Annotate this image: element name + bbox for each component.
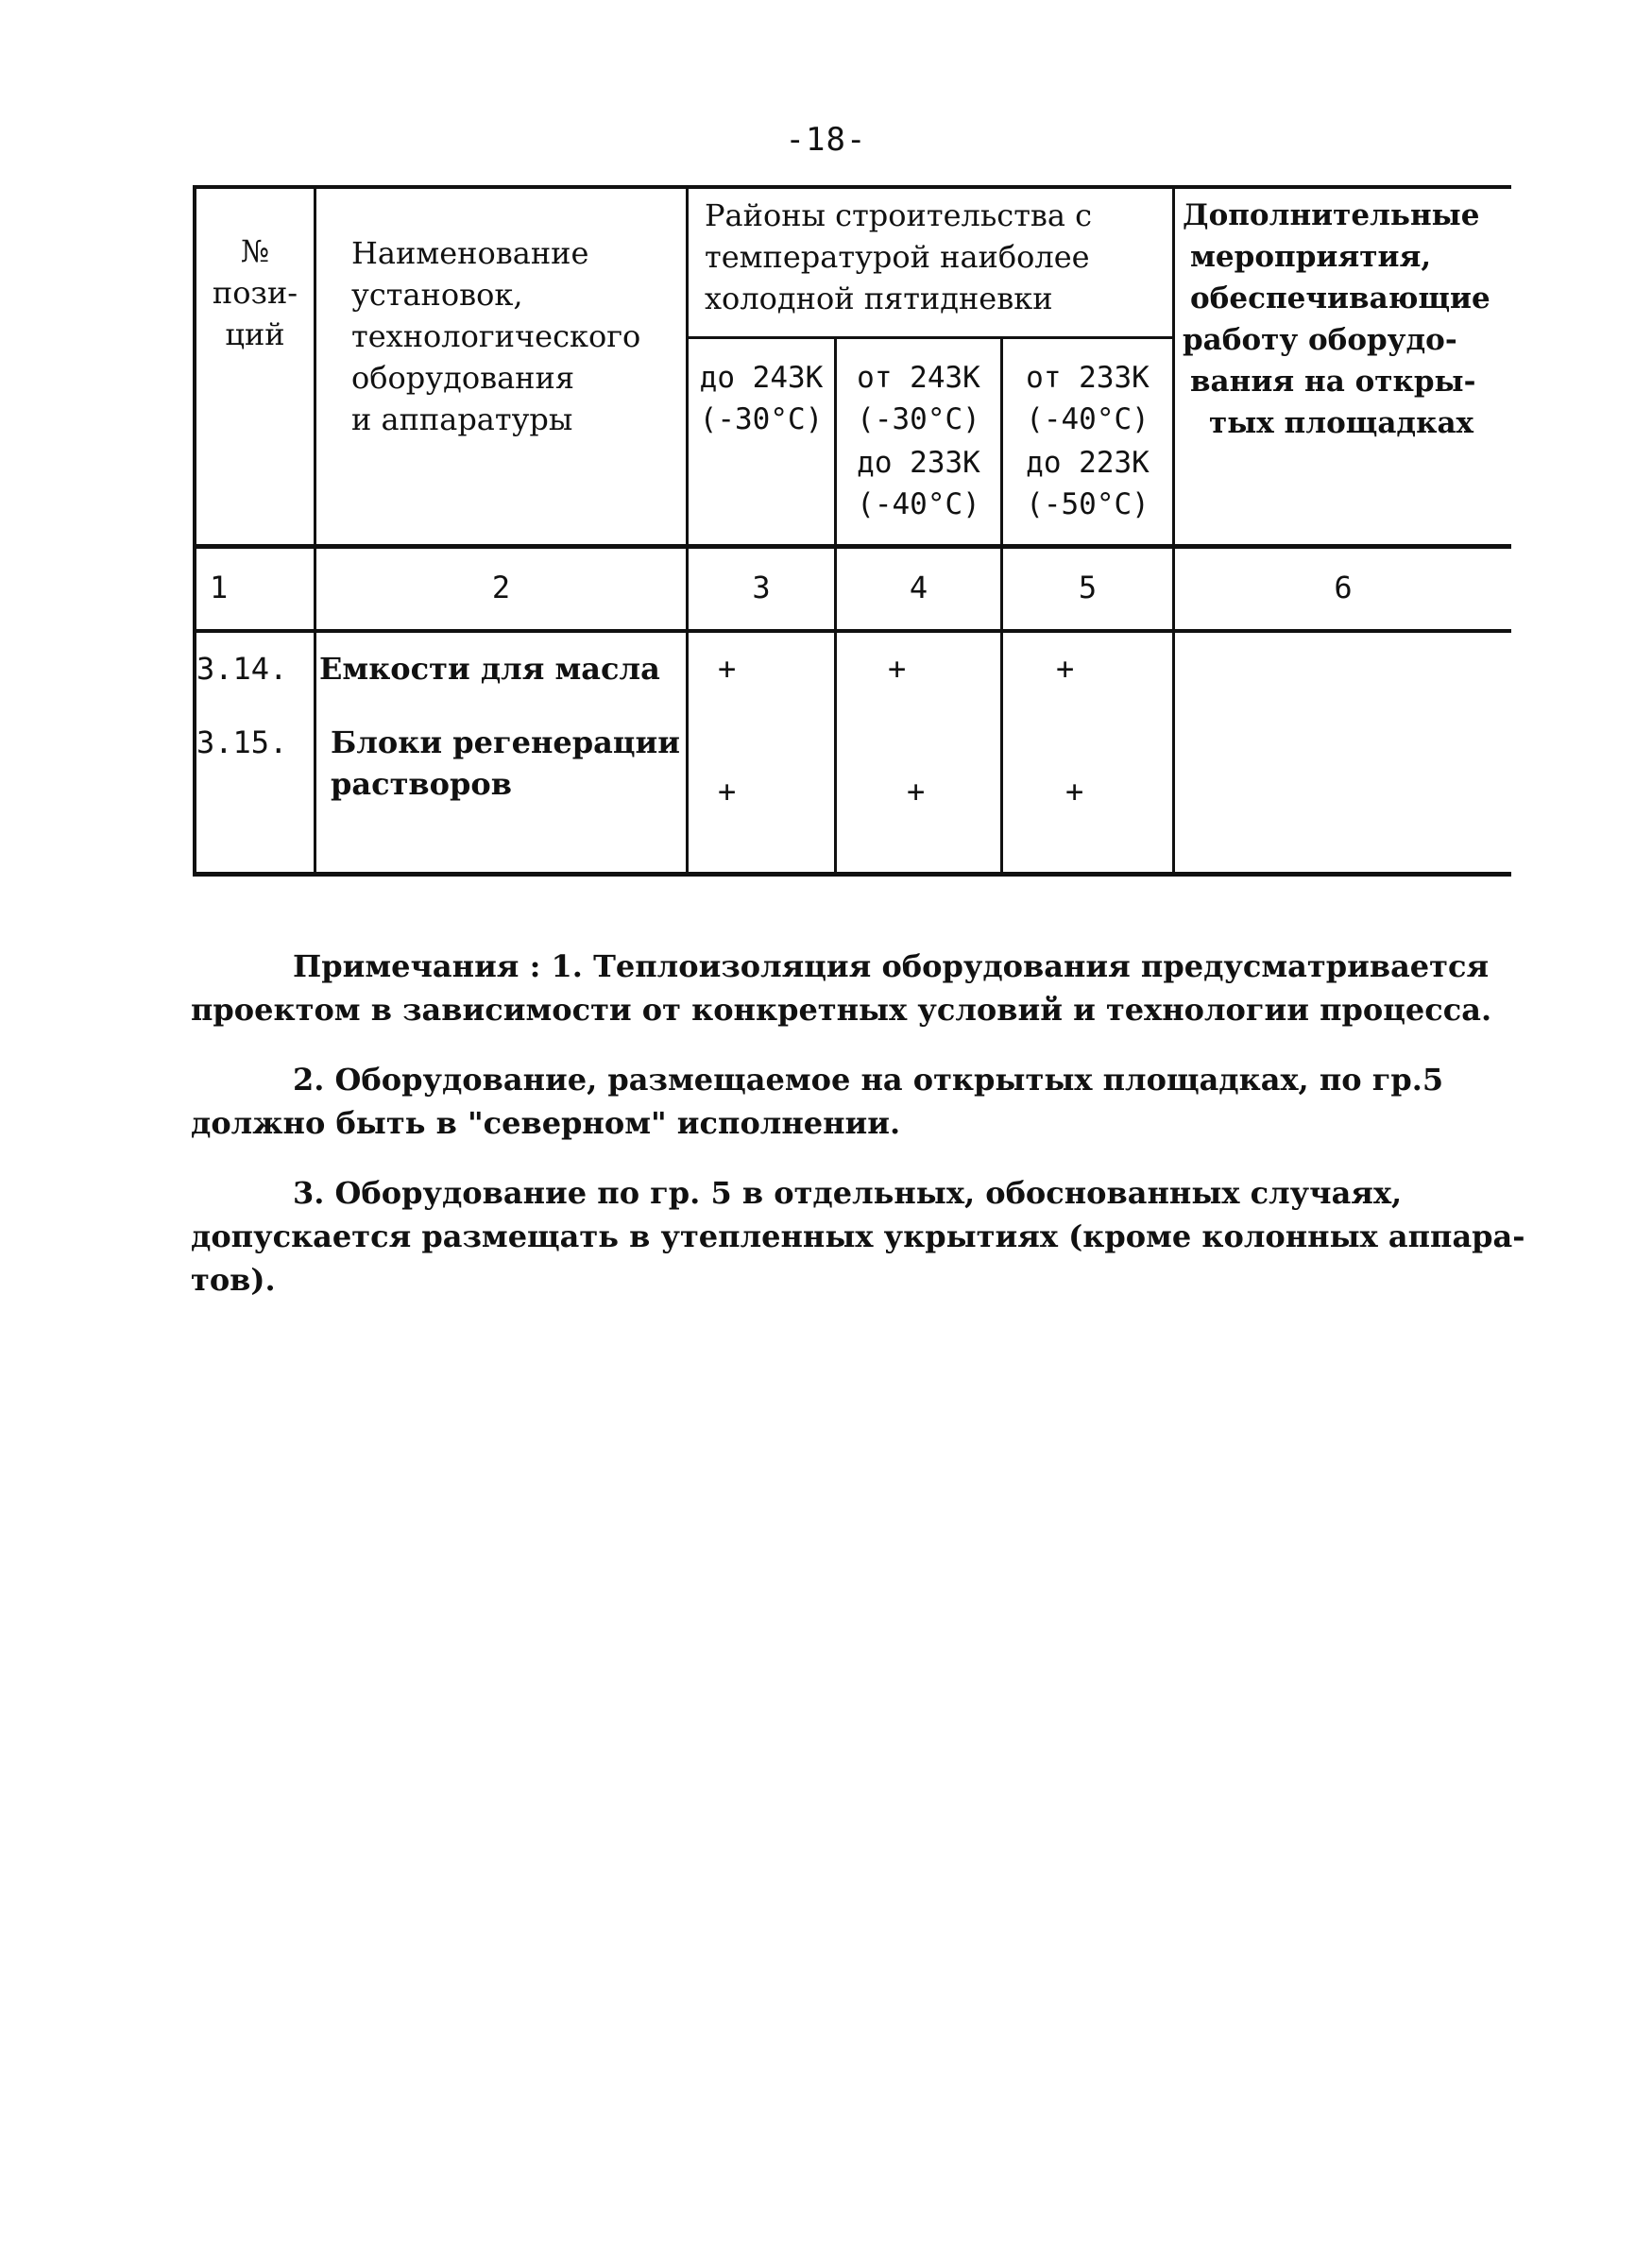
header-col3-line-2: (-30°С) — [699, 402, 824, 436]
header-col3-line-1: до 243К — [699, 361, 824, 395]
col-number-2: 2 — [491, 570, 511, 605]
note-2 — [191, 1058, 1513, 1145]
header-col4-line-3: до 233К — [857, 446, 980, 480]
col-number-1: 1 — [210, 570, 229, 605]
header-col2-line-4: оборудования — [351, 360, 575, 396]
note-3-line-3: тов). — [191, 1262, 276, 1298]
header-col5-line-4: (-50°С) — [1026, 487, 1150, 521]
row-3-14-col3: + — [718, 651, 737, 687]
header-col1-line-3: ций — [225, 316, 285, 352]
col1-right-rule — [314, 185, 316, 877]
row-3-15-name-line-2: растворов — [331, 766, 512, 802]
header-col6-line-5: вания на откры- — [1190, 365, 1476, 399]
header-bottom-rule — [193, 544, 1511, 549]
table-bottom-rule — [193, 872, 1511, 877]
page-number: -18- — [785, 121, 867, 159]
header-col4-line-2: (-30°С) — [857, 402, 980, 436]
header-col5-line-1: от 233К — [1026, 361, 1150, 395]
row-3-15-position: 3.15. — [196, 724, 288, 760]
note-1-line-2: проектом в зависимости от конкретных условий и технологии процесса. — [191, 992, 1492, 1028]
header-col4-line-4: (-40°С) — [857, 487, 980, 521]
row-3-15-name-line-1: Блоки регенерации — [331, 724, 680, 760]
note-3-line-2: допускается размещать в утепленных укрытиях (кроме колонных аппара- — [191, 1218, 1525, 1254]
note-1-line-1: Примечания : 1. Теплоизоляция оборудования предусматривается — [293, 948, 1490, 984]
header-group-line-2: температурой наиболее — [705, 239, 1090, 275]
note-2-line-2: должно быть в "северном" исполнении. — [191, 1105, 901, 1141]
numbers-bottom-rule — [193, 629, 1511, 633]
row-3-14-position: 3.14. — [196, 651, 288, 687]
header-col4-line-1: от 243К — [857, 361, 980, 395]
note-3 — [191, 1171, 1525, 1302]
col-number-5: 5 — [1078, 570, 1098, 605]
row-3-15-col4: + — [907, 774, 926, 809]
row-3-14-col4: + — [888, 651, 907, 687]
header-col2-line-3: технологического — [351, 318, 641, 354]
table-top-rule — [193, 185, 1511, 189]
col-number-3: 3 — [752, 570, 771, 605]
header-col2-line-1: Наименование — [351, 235, 589, 271]
header-col5-line-2: (-40°С) — [1026, 402, 1150, 436]
notes-section — [191, 945, 1525, 1328]
header-col6-line-4: работу оборудо- — [1183, 323, 1457, 357]
header-col1-line-1: № — [240, 233, 270, 269]
row-3-14-col5: + — [1056, 651, 1075, 687]
group-header-rule — [688, 336, 1174, 339]
header-col5-line-3: до 223К — [1026, 446, 1150, 480]
header-col6-line-2: мероприятия, — [1190, 240, 1432, 274]
header-col2-line-5: и аппаратуры — [351, 401, 573, 437]
equipment-table — [193, 185, 1511, 878]
note-2-line-1: 2. Оборудование, размещаемое на открытых площадках, по гр.5 — [293, 1062, 1444, 1098]
row-3-15-col5: + — [1065, 774, 1084, 809]
col2-right-rule — [686, 185, 689, 877]
col-number-6: 6 — [1334, 570, 1353, 605]
col-number-4: 4 — [909, 570, 928, 605]
row-3-15-col3: + — [718, 774, 737, 809]
col5-right-rule — [1172, 185, 1175, 877]
header-col1-line-2: пози- — [212, 275, 298, 311]
header-col2-line-2: установок, — [351, 277, 523, 313]
note-3-line-1: 3. Оборудование по гр. 5 в отдельных, обоснованных случаях, — [293, 1175, 1403, 1211]
header-col6-line-3: обеспечивающие — [1190, 281, 1490, 315]
header-group-line-3: холодной пятидневки — [705, 281, 1053, 316]
row-3-14-name: Емкости для масла — [319, 651, 660, 687]
note-1 — [191, 945, 1513, 1031]
header-col6-line-1: Дополнительные — [1183, 198, 1480, 232]
header-group-line-1: Районы строительства с — [705, 197, 1093, 233]
header-col6-line-6: тых площадках — [1209, 406, 1474, 440]
